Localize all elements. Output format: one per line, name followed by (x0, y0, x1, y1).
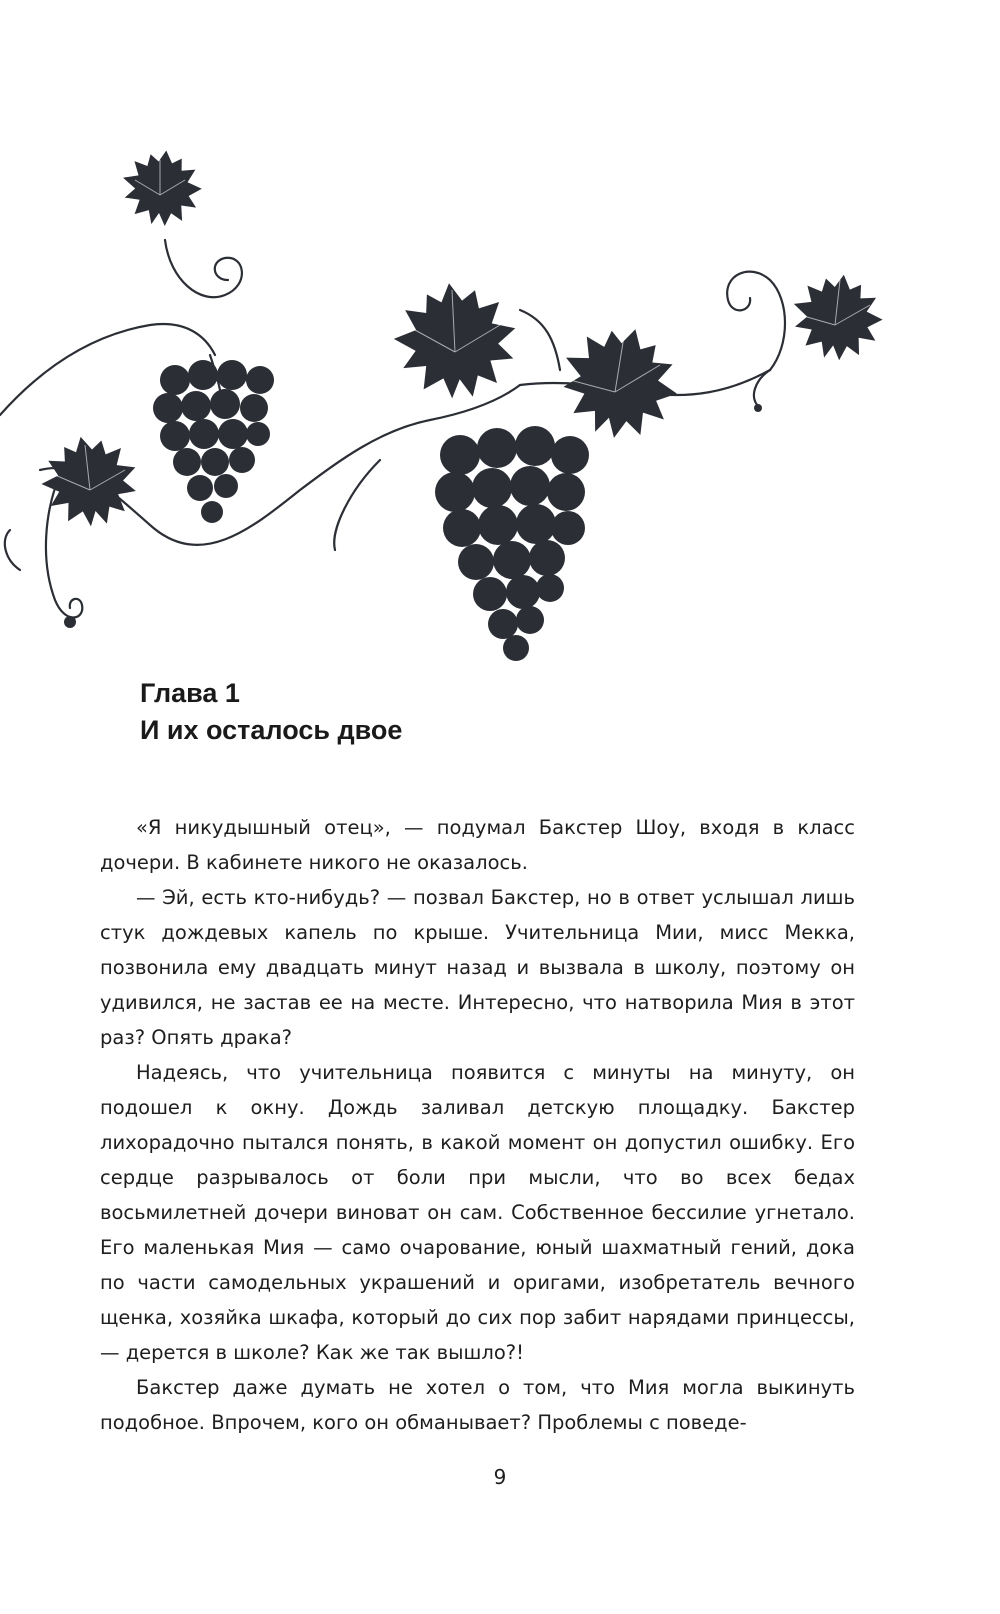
paragraph: Бакстер даже думать не хотел о том, что Мия могла выкинуть подобное. Впрочем, кого он обманывает? Проблемы с поведе- (100, 1376, 855, 1434)
body-text (100, 810, 855, 1440)
chapter-number: Глава 1 (140, 678, 240, 708)
paragraph: «Я никудышный отец», — подумал Бакстер Шоу, входя в класс дочери. В кабинете никого не оказалось. (100, 816, 855, 874)
grapevine-ornament-icon (0, 130, 1000, 680)
paragraph: — Эй, есть кто-нибудь? — позвал Бакстер, но в ответ услышал лишь стук дождевых капель по крыше. Учительница Мии, мисс Мекка, позвонила ему двадцать минут назад и вызвала в школу, поэтому он удивился, не застав ее на месте. Интересно, что натворила Мия в этот раз? Опять драка? (100, 886, 855, 1049)
page-number: 9 (493, 1465, 507, 1489)
paragraph: Надеясь, что учительница появится с минуты на минуту, он подошел к окну. Дождь заливал детскую площадку. Бакстер лихорадочно пытался понять, в какой момент он допустил ошибку. Его сердце разрывалось от боли при мысли, что во всех бедах восьмилетней дочери виноват он сам. Собственное бессилие угнетало. Его маленькая Мия — само очарование, юный шахматный гений, дока по части самодельных украшений и оригами, изобретатель вечного щенка, хозяйка шкафа, который до сих пор забит нарядами принцессы, — дерется в школе? Как же так вышло?! (100, 1061, 855, 1364)
chapter-heading (140, 675, 402, 749)
chapter-title: И их осталось двое (140, 715, 403, 745)
